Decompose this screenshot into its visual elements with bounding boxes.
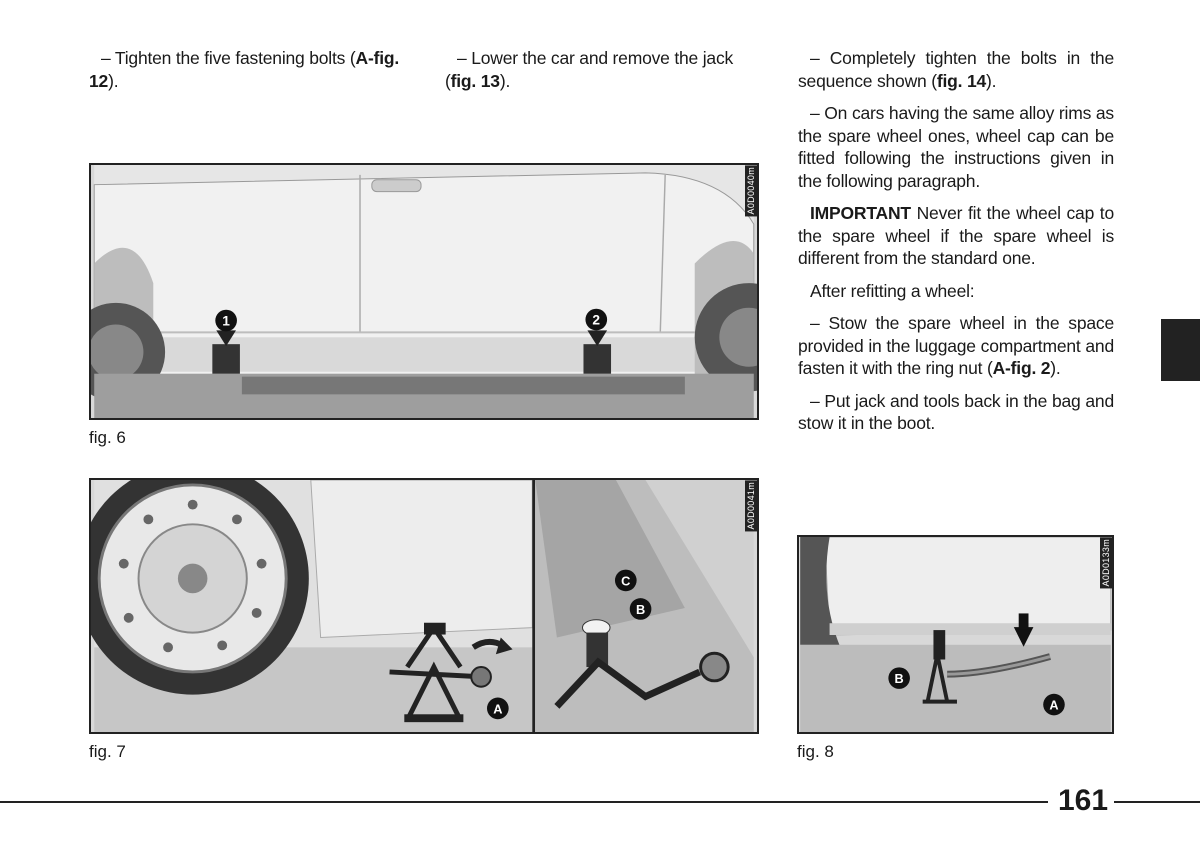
- left-step-ref: A-fig. 12: [89, 48, 400, 91]
- fig8-caption: fig. 8: [797, 742, 834, 761]
- right-p5: [798, 312, 1114, 380]
- right-p6: – Put jack and tools back in the bag and stow it in the boot.: [798, 390, 1114, 433]
- fig8-jack-handle-illustration: [799, 537, 1112, 732]
- fig6-car-side-illustration: [91, 165, 757, 418]
- middle-column: [445, 47, 758, 102]
- right-p5-end: ).: [1050, 358, 1061, 378]
- middle-step-ref: fig. 13: [450, 70, 500, 91]
- right-p5-ref: A-fig. 2: [992, 358, 1051, 378]
- fig7-code: A0D0041m: [746, 482, 756, 530]
- fig8-code: A0D0133m: [1101, 539, 1111, 587]
- right-p1-text: – Completely tighten the bolts in the sequence shown (: [798, 48, 1114, 91]
- fig8-marker-a: A: [1049, 697, 1059, 713]
- fig7-caption: fig. 7: [89, 742, 126, 761]
- footer-rule-left: [0, 801, 1048, 803]
- fig7-marker-a: A: [493, 701, 503, 717]
- left-step-end: ).: [108, 70, 119, 91]
- middle-step-text: – Lower the car and remove the jack (: [445, 48, 734, 91]
- right-p1-ref: fig. 14: [936, 70, 987, 91]
- right-p3: [798, 202, 1114, 270]
- section-tab: [1161, 319, 1200, 381]
- fig7-marker-c: C: [621, 573, 631, 589]
- important-label: IMPORTANT: [810, 203, 911, 223]
- page-number: 161: [1058, 784, 1109, 817]
- fig6-caption: fig. 6: [89, 428, 126, 447]
- right-p2: – On cars having the same alloy rims as the spare wheel ones, wheel cap can be fitted following the instructions given in the following paragraph.: [798, 103, 1114, 191]
- right-p5-text: – Stow the spare wheel in the space provided in the luggage compartment and fasten it with the ring nut (: [798, 313, 1114, 378]
- right-column: [798, 47, 1114, 445]
- right-p1: [798, 47, 1114, 92]
- fig6-marker-2: 2: [592, 312, 601, 328]
- middle-step: [445, 47, 758, 92]
- fig7-jack-illustration: [91, 480, 757, 732]
- left-column: [89, 47, 407, 102]
- footer-rule-right: [1114, 801, 1200, 803]
- fig8-image: [797, 535, 1114, 734]
- fig7-image: [89, 478, 759, 734]
- right-p3-text: Never fit the wheel cap to the spare wheel if the spare wheel is different from the standard one.: [798, 203, 1114, 268]
- left-step-text: – Tighten the five fastening bolts (: [101, 48, 356, 68]
- fig8-marker-b: B: [894, 671, 904, 687]
- fig6-code: A0D0040m: [746, 167, 756, 215]
- middle-step-end: ).: [499, 70, 511, 91]
- fig6-marker-1: 1: [222, 313, 230, 329]
- fig7-marker-b: B: [635, 601, 646, 617]
- right-p1-end: ).: [986, 70, 997, 91]
- left-step: [89, 47, 407, 92]
- right-p4: After refitting a wheel:: [810, 280, 975, 301]
- fig6-image: [89, 163, 759, 420]
